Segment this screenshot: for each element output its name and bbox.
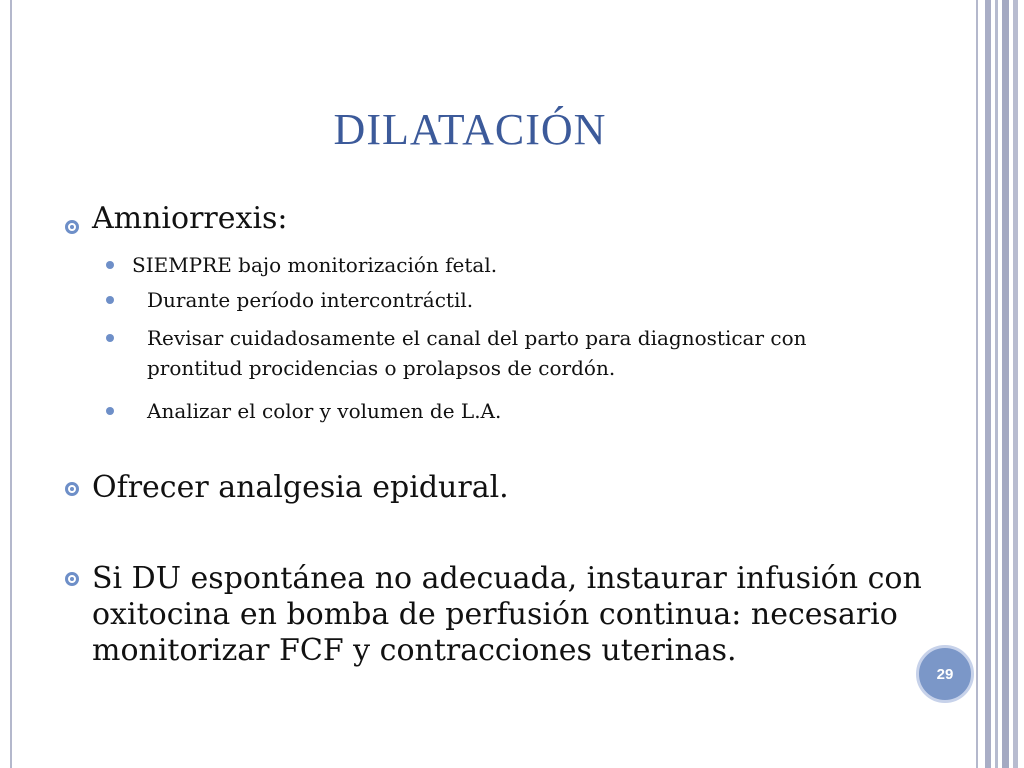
- sub-bullet-text: SIEMPRE bajo monitorización fetal.: [132, 253, 498, 277]
- sub-bullet-text: Analizar el color y volumen de L.A.: [147, 399, 502, 423]
- bullet-text: Amniorrexis:: [92, 201, 288, 236]
- bullet-icon: [65, 482, 79, 496]
- sub-bullet-icon: [106, 334, 114, 342]
- bullet-text: Si DU espontánea no adecuada, instaurar infusión con: [92, 561, 922, 596]
- sub-bullet-text: Revisar cuidadosamente el canal del parto para diagnosticar con: [147, 326, 807, 350]
- sub-bullet-icon: [106, 407, 114, 415]
- bullet-text-continuation: monitorizar FCF y contracciones uterinas.: [92, 633, 737, 668]
- right-border-line: [1013, 0, 1018, 768]
- bullet-text: Ofrecer analgesia epidural.: [92, 470, 509, 505]
- bullet-icon: [65, 220, 79, 234]
- right-border-line: [976, 0, 978, 768]
- sub-bullet-text-continuation: prontitud procidencias o prolapsos de cordón.: [147, 356, 616, 380]
- bullet-text-continuation: oxitocina en bomba de perfusión continua: necesario: [92, 597, 898, 632]
- right-border-line: [985, 0, 991, 768]
- sub-bullet-icon: [106, 296, 114, 304]
- sub-bullet-text: Durante período intercontráctil.: [147, 288, 474, 312]
- slide-title: DILATACIÓN: [333, 105, 607, 154]
- right-border-line: [995, 0, 998, 768]
- sub-bullet-icon: [106, 261, 114, 269]
- page-number-badge: 29: [916, 645, 974, 703]
- right-border-line: [1002, 0, 1009, 768]
- bullet-icon: [65, 572, 79, 586]
